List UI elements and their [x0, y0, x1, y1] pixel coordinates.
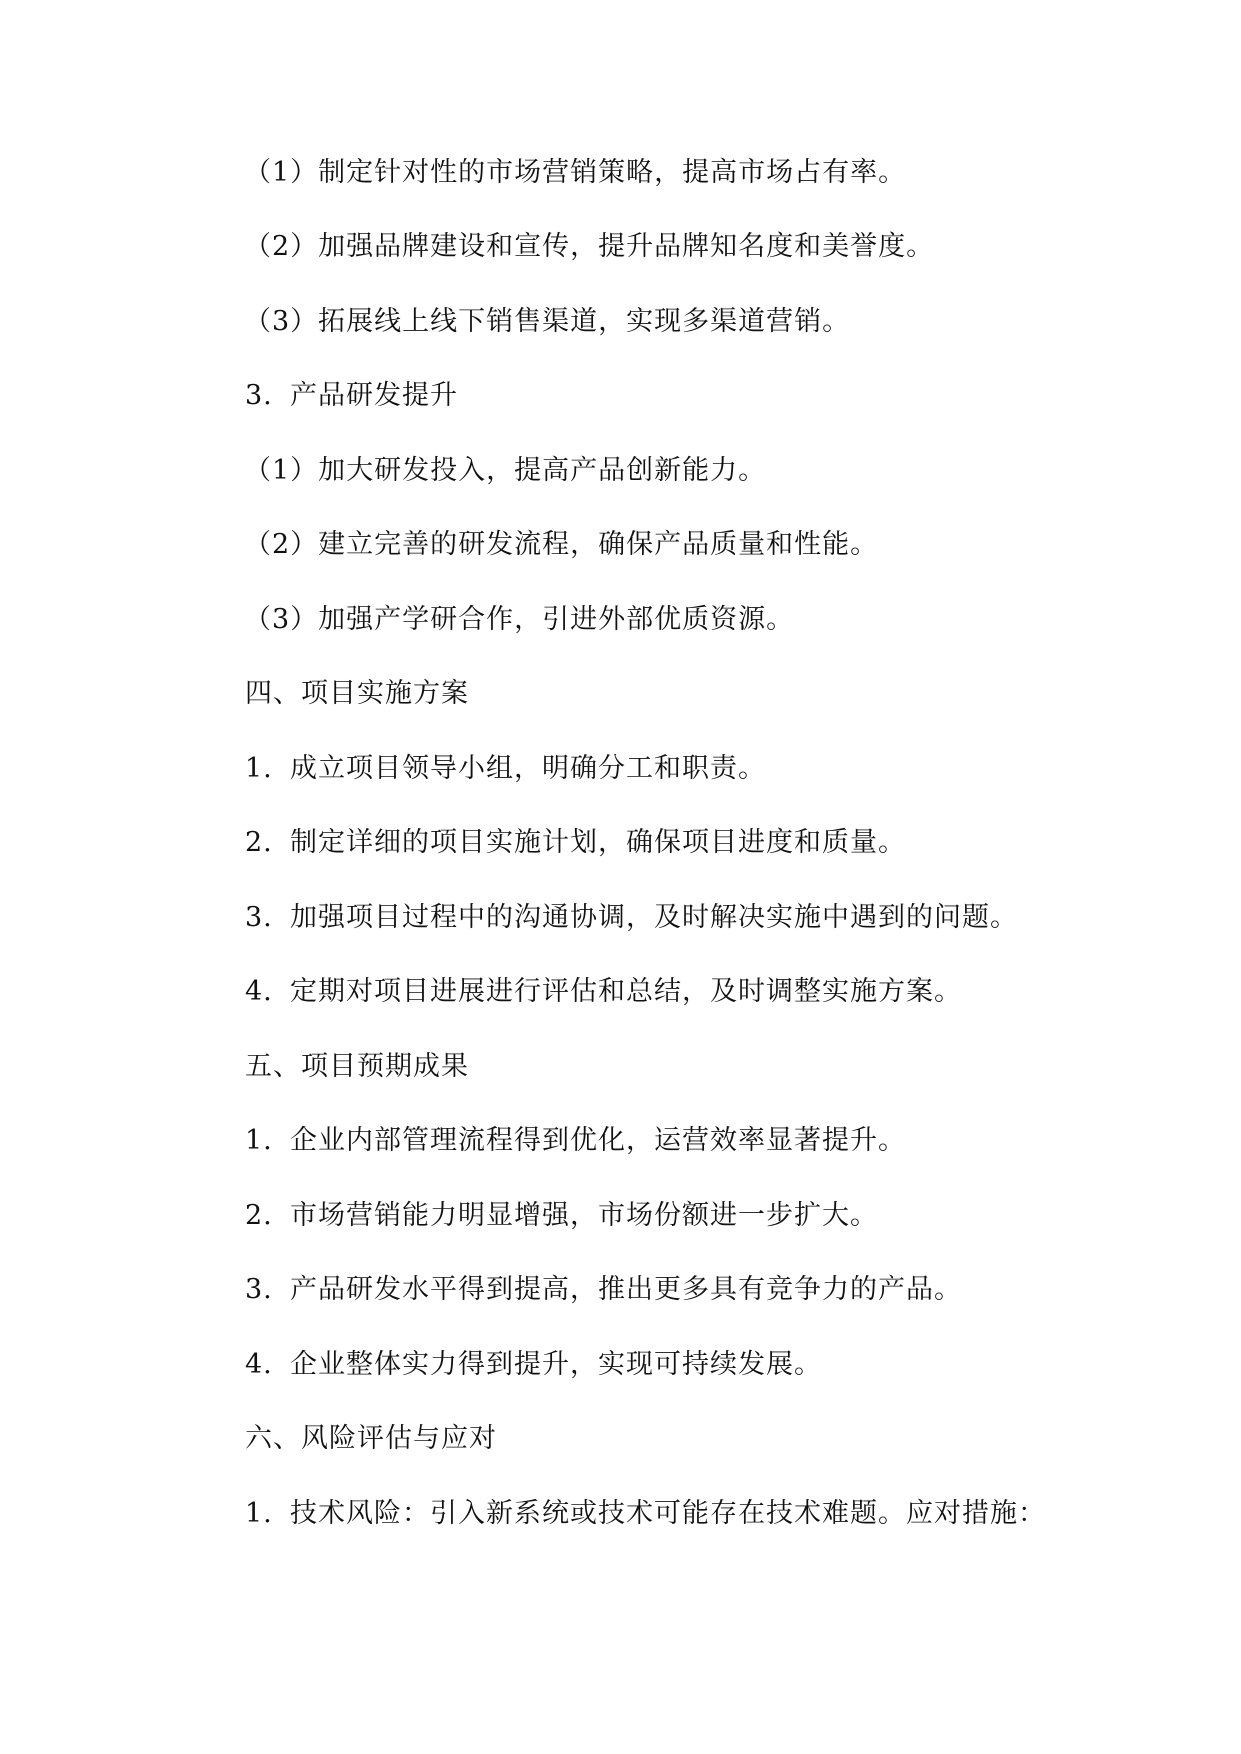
list-number: 3.: [245, 902, 273, 933]
paragraph-line: [244, 600, 1144, 640]
section-heading: [245, 1047, 1145, 1087]
list-number: 3.: [245, 380, 273, 411]
list-item: [245, 972, 1145, 1012]
list-item: [245, 1345, 1145, 1385]
line-text: （2）建立完善的研发流程，确保产品质量和性能。: [244, 529, 879, 560]
list-number: 1.: [245, 1125, 273, 1156]
line-text: 产品研发提升: [290, 380, 458, 411]
list-item: [245, 749, 1145, 789]
list-number: 3.: [245, 1274, 273, 1305]
paragraph-line: [244, 302, 1144, 342]
paragraph-line: [244, 227, 1144, 267]
line-text: 企业整体实力得到提升，实现可持续发展。: [290, 1349, 822, 1380]
line-text: 五、项目预期成果: [245, 1051, 469, 1082]
line-text: 技术风险：引入新系统或技术可能存在技术难题。应对措施：: [290, 1498, 1046, 1529]
line-text: 加强项目过程中的沟通协调，及时解决实施中遇到的问题。: [290, 902, 1018, 933]
line-text: （3）拓展线上线下销售渠道，实现多渠道营销。: [244, 306, 851, 337]
list-item: [245, 1196, 1145, 1236]
line-text: 企业内部管理流程得到优化，运营效率显著提升。: [290, 1125, 906, 1156]
line-text: 产品研发水平得到提高，推出更多具有竞争力的产品。: [290, 1274, 962, 1305]
list-item: [245, 1494, 1145, 1534]
line-text: （1）制定针对性的市场营销策略，提高市场占有率。: [244, 157, 907, 188]
line-text: 制定详细的项目实施计划，确保项目进度和质量。: [290, 827, 906, 858]
list-item: [245, 823, 1145, 863]
line-text: 定期对项目进展进行评估和总结，及时调整实施方案。: [290, 976, 962, 1007]
list-item: [245, 1121, 1145, 1161]
list-number: 2.: [245, 827, 273, 858]
line-text: 六、风险评估与应对: [245, 1423, 497, 1454]
line-text: 市场营销能力明显增强，市场份额进一步扩大。: [290, 1200, 878, 1231]
list-number: 4.: [245, 1349, 273, 1380]
list-item: [245, 1270, 1145, 1310]
list-item: [245, 898, 1145, 938]
paragraph-line: [244, 153, 1144, 193]
line-text: 四、项目实施方案: [245, 678, 469, 709]
list-number: 4.: [245, 976, 273, 1007]
list-number: 1.: [245, 1498, 273, 1529]
subsection-heading: [245, 376, 1145, 416]
list-number: 1.: [245, 753, 273, 784]
list-number: 2.: [245, 1200, 273, 1231]
line-text: （1）加大研发投入，提高产品创新能力。: [244, 455, 767, 486]
paragraph-line: [244, 451, 1144, 491]
line-text: （3）加强产学研合作，引进外部优质资源。: [244, 604, 795, 635]
section-heading: [245, 1419, 1145, 1459]
line-text: 成立项目领导小组，明确分工和职责。: [290, 753, 766, 784]
line-text: （2）加强品牌建设和宣传，提升品牌知名度和美誉度。: [244, 231, 935, 262]
section-heading: [245, 674, 1145, 714]
paragraph-line: [244, 525, 1144, 565]
